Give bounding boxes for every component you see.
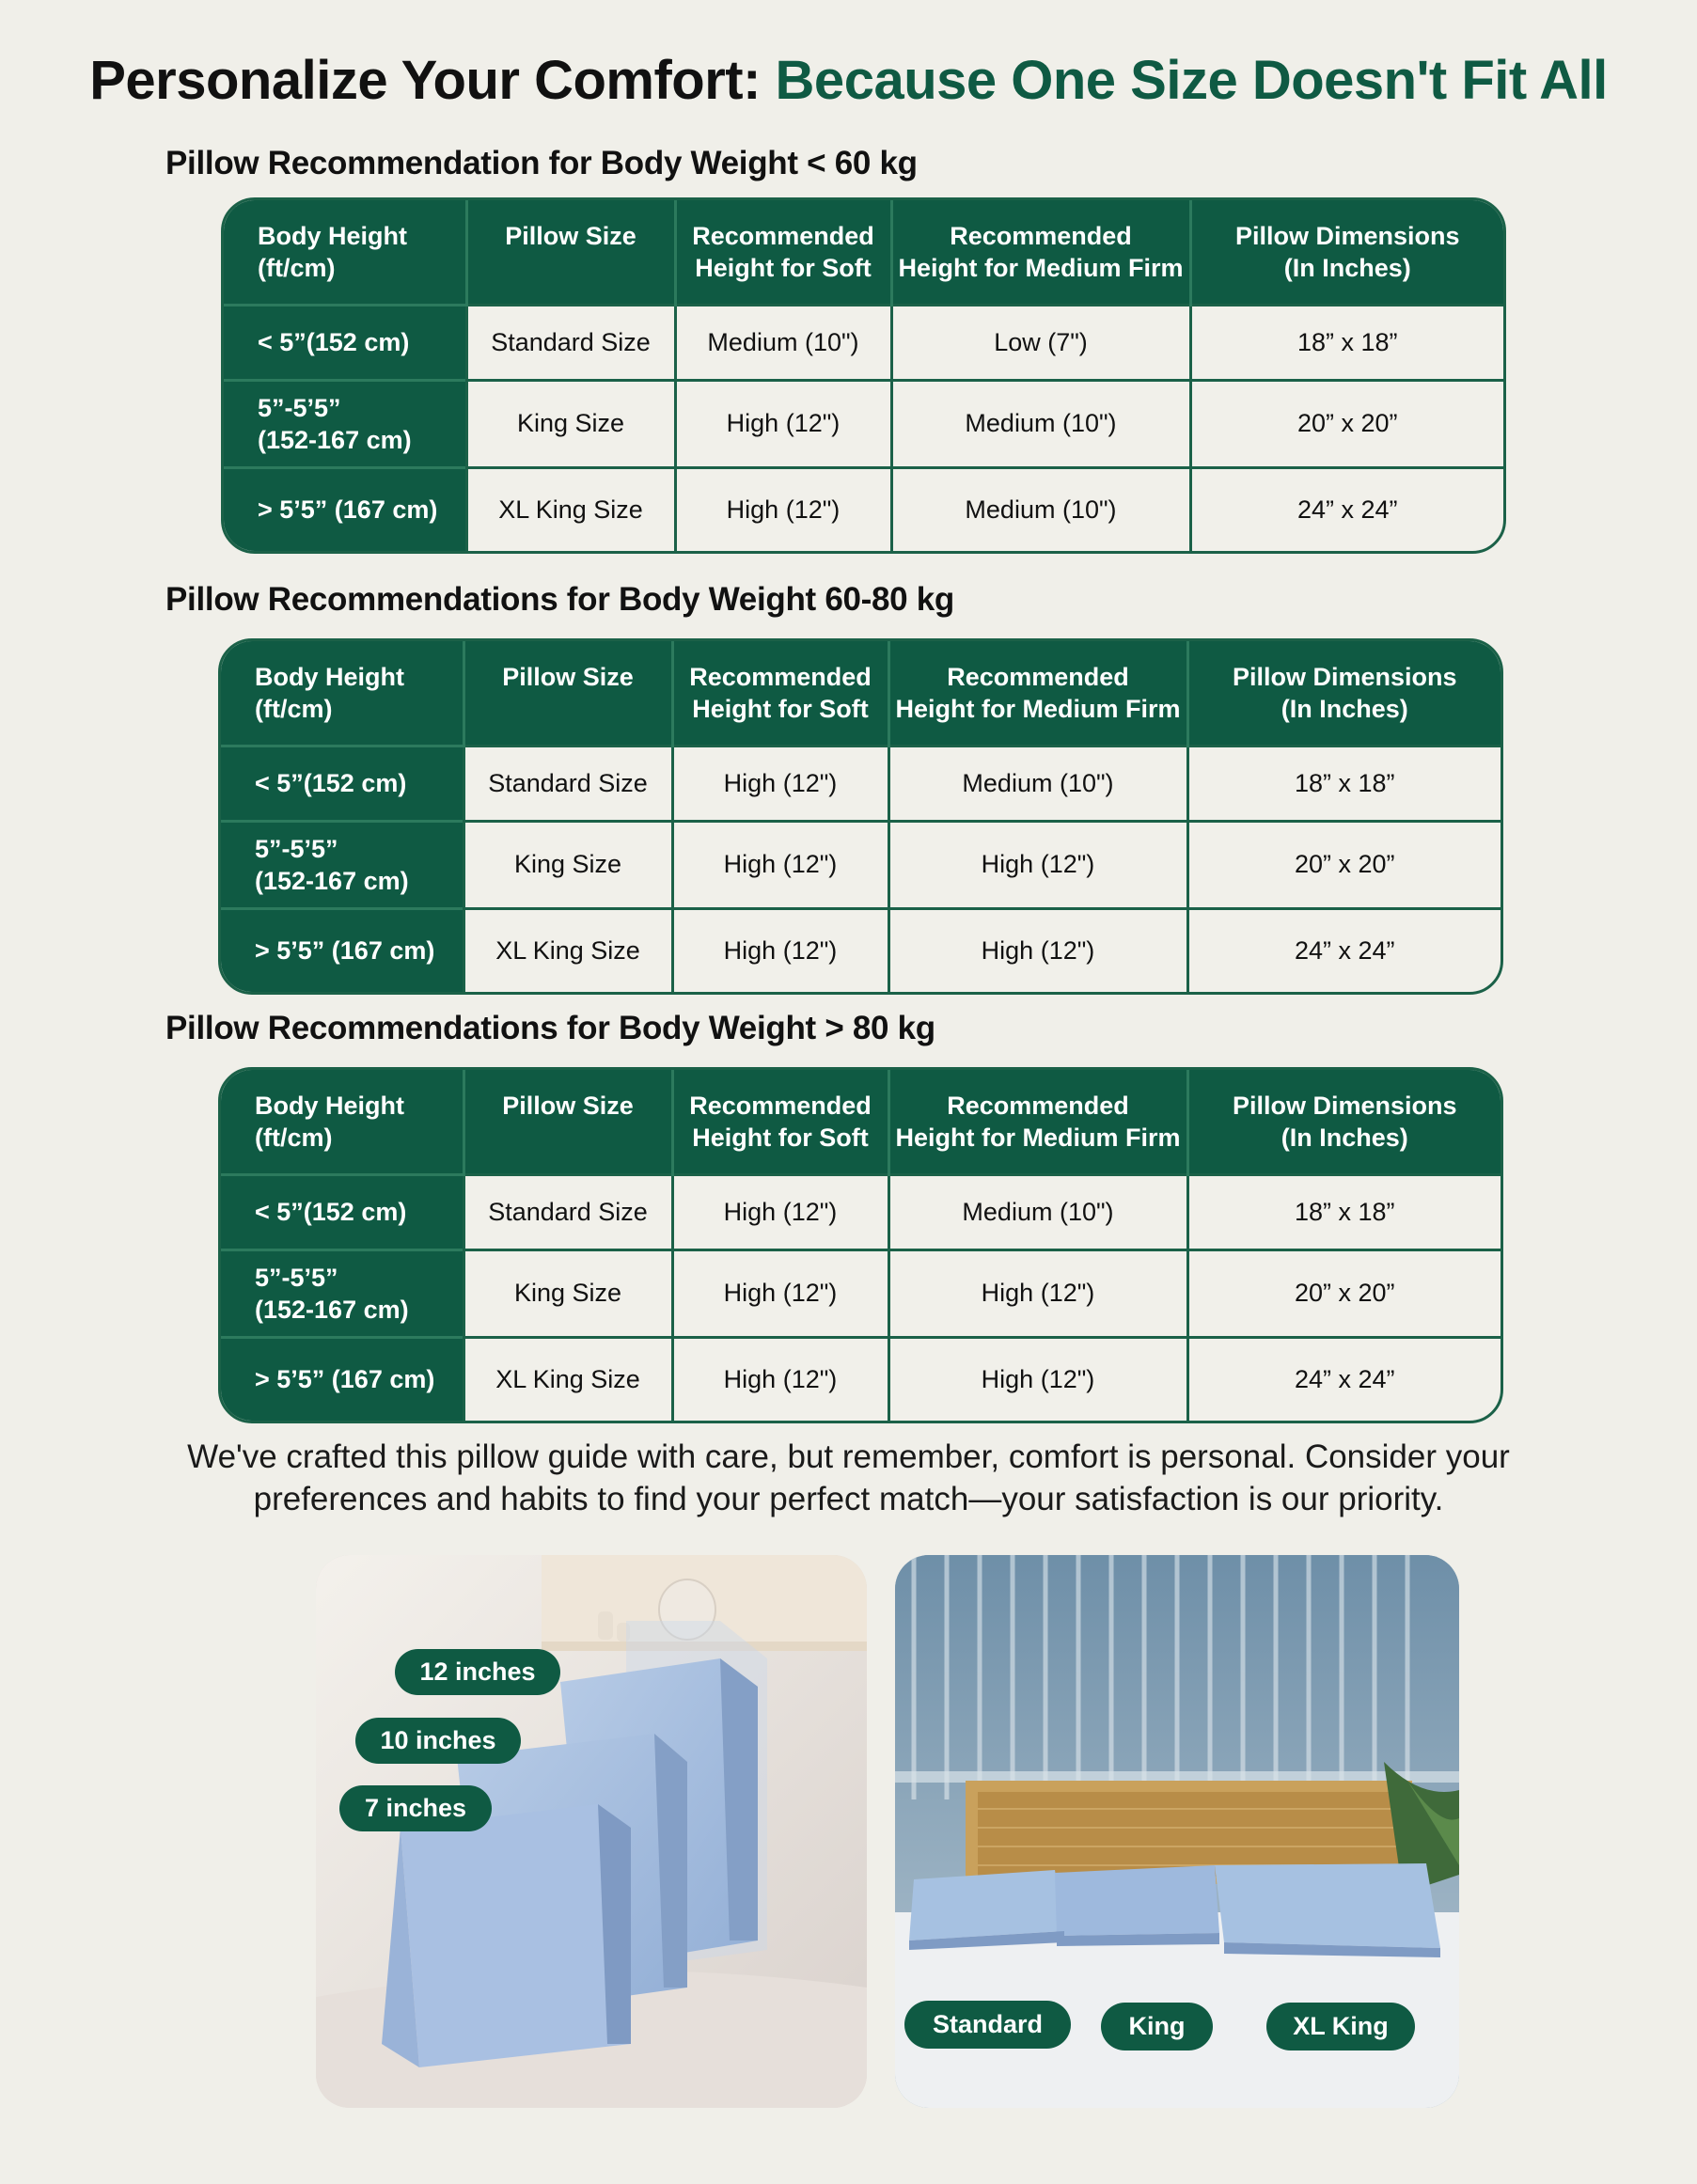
table-cell: Medium (10") <box>675 305 891 380</box>
table-cell: XL King Size <box>464 1337 672 1421</box>
height-label-7: 7 inches <box>339 1785 492 1831</box>
row-header-cell: < 5”(152 cm) <box>224 305 466 380</box>
section-heading-under-60: Pillow Recommendation for Body Weight < 60 kg <box>165 145 918 181</box>
table-row <box>221 1174 1501 1249</box>
table-cell: High (12") <box>675 467 891 551</box>
table-cell: High (12") <box>672 908 888 992</box>
table-row <box>224 467 1503 551</box>
table-cell: High (12") <box>675 380 891 467</box>
table-cell: 20” x 20” <box>1190 380 1503 467</box>
column-header: Recommended Height for Soft <box>672 1070 888 1174</box>
table-row <box>221 908 1501 992</box>
column-header: Pillow Dimensions (In Inches) <box>1187 1070 1501 1174</box>
table-cell: Medium (10") <box>888 1174 1187 1249</box>
table-cell: Standard Size <box>464 746 672 821</box>
pillow-heights-illustration <box>316 1555 867 2108</box>
table-row <box>221 821 1501 908</box>
column-header: Recommended Height for Medium Firm <box>888 641 1187 746</box>
table-under-60 <box>221 197 1506 554</box>
table-header-row <box>221 1070 1501 1174</box>
page-title <box>0 49 1697 112</box>
title-main: Personalize Your Comfort: <box>89 50 761 111</box>
column-header: Recommended Height for Medium Firm <box>888 1070 1187 1174</box>
row-header-cell: > 5’5” (167 cm) <box>224 467 466 551</box>
column-header: Pillow Dimensions (In Inches) <box>1187 641 1501 746</box>
table-cell: High (12") <box>672 1174 888 1249</box>
pillow-heights-photo <box>316 1555 867 2108</box>
table-cell: 24” x 24” <box>1187 908 1501 992</box>
table-cell: High (12") <box>888 1337 1187 1421</box>
table-over-80 <box>218 1067 1503 1423</box>
table-cell: XL King Size <box>466 467 675 551</box>
size-label-standard: Standard <box>904 2001 1071 2049</box>
table-row <box>224 305 1503 380</box>
column-header: Body Height (ft/cm) <box>224 200 466 305</box>
row-header-cell: > 5’5” (167 cm) <box>221 1337 464 1421</box>
height-label-12: 12 inches <box>395 1649 560 1695</box>
height-label-10: 10 inches <box>355 1718 521 1764</box>
table-cell: Medium (10") <box>891 380 1190 467</box>
table-header-row <box>224 200 1503 305</box>
column-header: Pillow Dimensions (In Inches) <box>1190 200 1503 305</box>
table-cell: High (12") <box>888 821 1187 908</box>
row-header-cell: > 5’5” (167 cm) <box>221 908 464 992</box>
row-header-cell: 5”-5’5” (152-167 cm) <box>221 1249 464 1337</box>
table-cell: 24” x 24” <box>1190 467 1503 551</box>
table-cell: King Size <box>464 1249 672 1337</box>
table-cell: 20” x 20” <box>1187 821 1501 908</box>
recommendation-table <box>221 641 1501 992</box>
table-cell: Medium (10") <box>891 467 1190 551</box>
table-cell: XL King Size <box>464 908 672 992</box>
table-cell: 24” x 24” <box>1187 1337 1501 1421</box>
row-header-cell: < 5”(152 cm) <box>221 1174 464 1249</box>
table-cell: High (12") <box>672 746 888 821</box>
row-header-cell: < 5”(152 cm) <box>221 746 464 821</box>
size-label-king: King <box>1101 2003 1213 2050</box>
table-cell: High (12") <box>672 1337 888 1421</box>
size-label-xl-king: XL King <box>1266 2003 1415 2050</box>
column-header: Body Height (ft/cm) <box>221 641 464 746</box>
column-header: Recommended Height for Soft <box>672 641 888 746</box>
section-heading-over-80: Pillow Recommendations for Body Weight > 80 kg <box>165 1010 935 1046</box>
recommendation-table <box>221 1070 1501 1421</box>
table-cell: High (12") <box>888 1249 1187 1337</box>
table-cell: 18” x 18” <box>1187 1174 1501 1249</box>
title-accent: Because One Size Doesn't Fit All <box>775 50 1608 111</box>
column-header: Pillow Size <box>464 1070 672 1174</box>
table-cell: High (12") <box>672 821 888 908</box>
table-header-row <box>221 641 1501 746</box>
table-row <box>221 1337 1501 1421</box>
column-header: Recommended Height for Medium Firm <box>891 200 1190 305</box>
table-cell: 20” x 20” <box>1187 1249 1501 1337</box>
column-header: Pillow Size <box>464 641 672 746</box>
table-60-80 <box>218 638 1503 995</box>
table-cell: Standard Size <box>464 1174 672 1249</box>
table-cell: Standard Size <box>466 305 675 380</box>
table-cell: High (12") <box>672 1249 888 1337</box>
table-row <box>224 380 1503 467</box>
row-header-cell: 5”-5’5” (152-167 cm) <box>221 821 464 908</box>
recommendation-table <box>224 200 1503 551</box>
table-cell: King Size <box>466 380 675 467</box>
table-row <box>221 1249 1501 1337</box>
table-cell: High (12") <box>888 908 1187 992</box>
table-cell: 18” x 18” <box>1187 746 1501 821</box>
column-header: Body Height (ft/cm) <box>221 1070 464 1174</box>
section-heading-60-80: Pillow Recommendations for Body Weight 60-80 kg <box>165 581 955 618</box>
column-header: Pillow Size <box>466 200 675 305</box>
table-row <box>221 746 1501 821</box>
table-cell: Medium (10") <box>888 746 1187 821</box>
table-cell: Low (7") <box>891 305 1190 380</box>
pillow-sizes-photo <box>895 1555 1459 2108</box>
disclaimer-note: We've crafted this pillow guide with care, but remember, comfort is personal. Consider your preferences and habits to find your perfect match—your satisfaction is our priority. <box>187 1438 1510 1517</box>
column-header: Recommended Height for Soft <box>675 200 891 305</box>
row-header-cell: 5”-5’5” (152-167 cm) <box>224 380 466 467</box>
table-cell: King Size <box>464 821 672 908</box>
table-cell: 18” x 18” <box>1190 305 1503 380</box>
